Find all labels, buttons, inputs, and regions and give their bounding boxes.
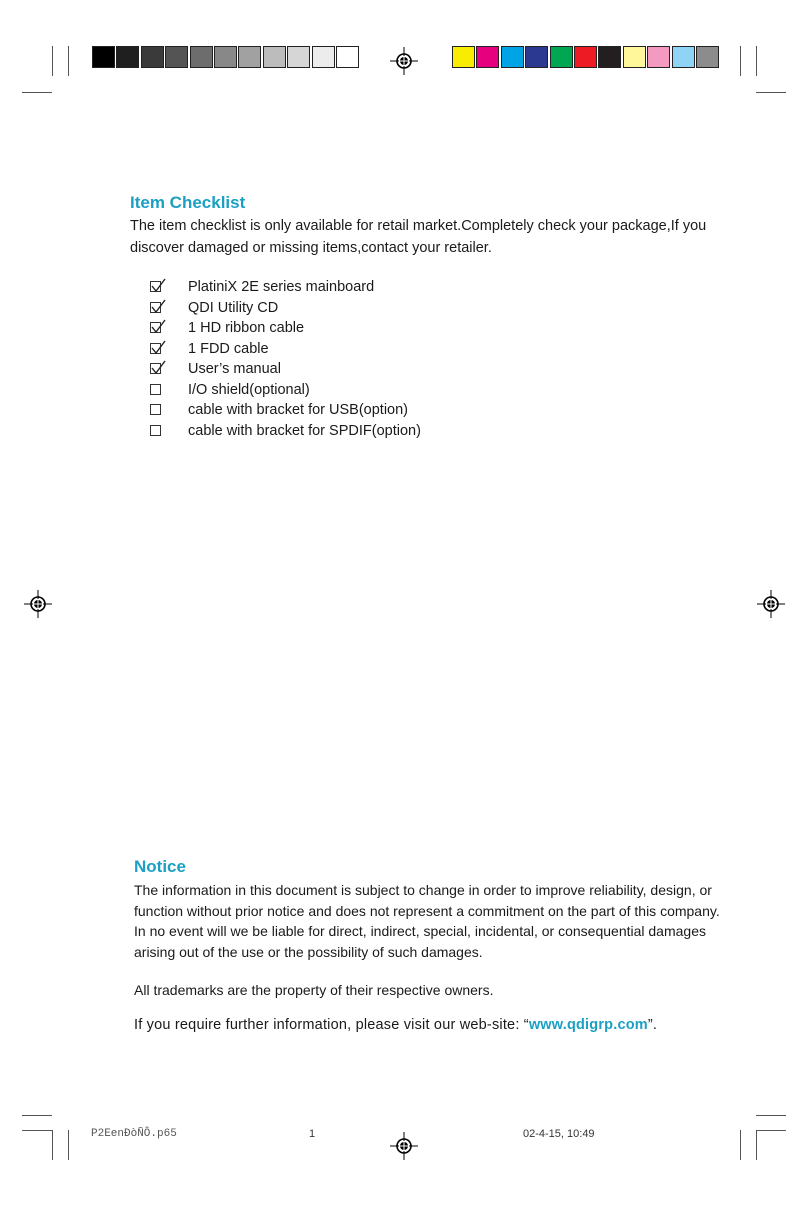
checklist-item-label: cable with bracket for SPDIF(option) bbox=[188, 422, 421, 439]
registration-mark-icon bbox=[390, 47, 418, 75]
registration-mark-icon bbox=[24, 590, 52, 618]
color-swatch bbox=[287, 46, 310, 68]
footer-page-number: 1 bbox=[309, 1128, 316, 1140]
registration-mark-icon bbox=[757, 590, 785, 618]
color-swatch bbox=[452, 46, 475, 68]
intro-line: discover damaged or missing items,contact your retailer. bbox=[130, 240, 492, 256]
crop-mark bbox=[756, 1130, 757, 1160]
trademarks-text: All trademarks are the property of their respective owners. bbox=[134, 982, 494, 998]
color-swatch bbox=[574, 46, 597, 68]
checkmark-icon bbox=[149, 277, 167, 295]
intro-line: The item checklist is only available for retail market.Completely check your package,If you bbox=[130, 218, 707, 234]
color-swatch bbox=[116, 46, 139, 68]
notice-line: The information in this document is subject to change in order to improve reliability, design, or bbox=[134, 882, 712, 898]
crop-mark bbox=[756, 46, 757, 76]
checklist-item-label: QDI Utility CD bbox=[188, 299, 279, 316]
crop-mark bbox=[740, 1130, 741, 1160]
crop-mark bbox=[756, 1115, 786, 1116]
grayscale-color-bar bbox=[92, 46, 360, 68]
crop-mark bbox=[52, 1130, 53, 1160]
checklist-intro bbox=[130, 215, 706, 259]
checklist-item-label: User’s manual bbox=[188, 361, 281, 377]
footer-filename: P2EenÐòÑÔ.p65 bbox=[91, 1128, 177, 1140]
checklist-item-label: 1 HD ribbon cable bbox=[188, 320, 305, 336]
crop-mark bbox=[22, 1115, 52, 1116]
crop-mark bbox=[68, 1130, 69, 1160]
color-swatch bbox=[190, 46, 213, 68]
notice-line: In no event will we be liable for direct, indirect, special, incidental, or consequential damages bbox=[134, 923, 706, 940]
crop-mark bbox=[756, 1130, 786, 1131]
checkmark-icon bbox=[149, 359, 167, 377]
checkmark-icon bbox=[149, 298, 167, 316]
notice-line: function without prior notice and does not represent a commitment on the part of this company. bbox=[134, 902, 720, 919]
notice-line: arising out of the use or the possibility of such damages. bbox=[134, 943, 483, 960]
website-prefix: If you require further information, please visit our web-site: “ bbox=[134, 1017, 529, 1033]
website-link[interactable]: www.qdigrp.com bbox=[528, 1017, 648, 1033]
color-swatch bbox=[263, 46, 286, 68]
checkmark-icon bbox=[149, 318, 167, 336]
color-swatch bbox=[647, 46, 670, 68]
crop-mark bbox=[68, 46, 69, 76]
notice-title: Notice bbox=[134, 857, 186, 876]
footer-datetime: 02-4-15, 10:49 bbox=[523, 1128, 595, 1140]
color-swatch bbox=[550, 46, 573, 68]
color-swatch bbox=[238, 46, 261, 68]
empty-checkbox-icon bbox=[150, 404, 161, 415]
color-swatch bbox=[92, 46, 115, 68]
color-swatch bbox=[501, 46, 524, 68]
color-swatch bbox=[525, 46, 548, 68]
color-swatch bbox=[336, 46, 359, 68]
crop-mark bbox=[740, 46, 741, 76]
crop-mark bbox=[22, 92, 52, 93]
color-swatch bbox=[165, 46, 188, 68]
empty-checkbox-icon bbox=[150, 384, 161, 395]
checklist-item-label: 1 FDD cable bbox=[188, 340, 269, 357]
checklist-item-label: cable with bracket for USB(option) bbox=[188, 402, 409, 418]
checklist-item-label: I/O shield(optional) bbox=[188, 381, 310, 398]
crop-mark bbox=[22, 1130, 52, 1131]
color-swatch bbox=[598, 46, 621, 68]
color-swatch bbox=[672, 46, 695, 68]
checklist-item-label: PlatiniX 2E series mainboard bbox=[188, 279, 375, 295]
color-swatch bbox=[312, 46, 335, 68]
website-suffix: ”. bbox=[647, 1017, 658, 1033]
color-swatch bbox=[696, 46, 719, 68]
process-color-bar bbox=[452, 46, 720, 68]
color-swatch bbox=[141, 46, 164, 68]
empty-checkbox-icon bbox=[150, 425, 161, 436]
crop-mark bbox=[52, 46, 53, 76]
notice-paragraph bbox=[134, 880, 720, 962]
website-text bbox=[134, 1014, 657, 1036]
crop-mark bbox=[756, 92, 786, 93]
color-swatch bbox=[214, 46, 237, 68]
registration-mark-icon bbox=[390, 1132, 418, 1160]
color-swatch bbox=[623, 46, 646, 68]
checklist-title: Item Checklist bbox=[130, 193, 246, 212]
color-swatch bbox=[476, 46, 499, 68]
checkmark-icon bbox=[149, 339, 167, 357]
